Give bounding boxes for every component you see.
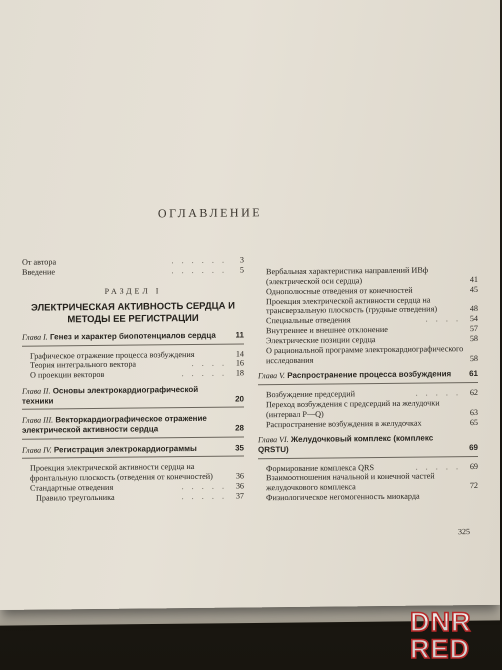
toc-entry: Введение . . . . . . 5	[22, 265, 244, 277]
toc-entry: Формирование комплекса QRS . . . . . 69	[266, 461, 478, 473]
chapter-entry: Глава I. Генез и характер биопотенциалов сердца 11	[22, 330, 244, 342]
toc-entry: Взаимоотношения начальной и конечной частей желудочкового комплекса 72	[266, 471, 478, 493]
chapter-entry: Глава V. Распространение процесса возбуждения 61	[258, 369, 478, 381]
toc-entry: О рациональной программе электрокардиографического исследования 58	[266, 343, 478, 365]
divider	[22, 436, 244, 439]
toc-entry: Теория интегрального вектора . . . . 16	[30, 358, 244, 371]
page-number: 325	[458, 527, 470, 537]
chapter-entry: Глава II. Основы электрокардиографической техники 20	[22, 385, 244, 406]
toc-entry: Однополюсные отведения от конечностей 45	[266, 284, 478, 296]
toc-entry: Возбуждение предсердий . . . . . 62	[266, 388, 478, 400]
section-title: ЭЛЕКТРИЧЕСКАЯ АКТИВНОСТЬ СЕРДЦА И МЕТОДЫ ЕЕ РЕГИСТРАЦИИ	[31, 300, 235, 326]
divider	[22, 343, 244, 346]
divider	[22, 456, 244, 459]
watermark-logo: DNR RED	[410, 607, 472, 664]
toc-entry: Электрические позиции сердца 58	[266, 333, 478, 346]
toc-entry: Распространение возбуждения в желудочках 65	[266, 417, 478, 429]
chapter-entry: Глава VI. Желудочковый комплекс (комплекс QRSTU) 69	[258, 433, 478, 455]
section-label: РАЗДЕЛ I	[104, 285, 162, 296]
toc-entry: Переход возбуждения с предсердий на желудочки (интервал P—Q) 63	[266, 398, 478, 419]
toc-entry: Правило треугольника . . . . . 37	[36, 491, 244, 503]
toc-entry: Специальные отведения . . . . 54	[266, 314, 478, 326]
chapter-entry: Глава IV. Регистрация электрокардиограммы 35	[22, 442, 244, 455]
toc-left-column	[22, 255, 244, 503]
toc-entry: Стандартные отведения . . . . . 36	[30, 481, 244, 493]
toc-entry: Вербальная характеристика направлений ИВф (электрической оси сердца) 41	[266, 265, 478, 287]
divider	[258, 382, 478, 385]
toc-heading: ОГЛАВЛЕНИЕ	[157, 205, 263, 221]
toc-entry: От автора . . . . . . 3	[22, 255, 244, 267]
toc-entry: О проекции векторов . . . . . 18	[30, 368, 244, 380]
divider	[22, 407, 244, 410]
toc-right-column	[258, 265, 478, 503]
divider	[258, 456, 478, 459]
chapter-entry: Глава III. Векторкардиографическое отражение электрической активности сердца 28	[22, 414, 244, 435]
toc-entry: Графическое отражение процесса возбуждения 14	[30, 349, 244, 361]
toc-entry: Внутреннее и внешнее отклонение 57	[266, 324, 478, 336]
toc-entry: Проекция электрической активности сердца на фронтальную плоскость (отведения от конечностей) 36	[30, 462, 244, 483]
toc-entry: Физиологическое негомогенность миокарда	[266, 491, 420, 503]
toc-entry: Проекция электрической активности сердца на трансверзальную плоскость (грудные отведения) 48	[266, 295, 478, 316]
